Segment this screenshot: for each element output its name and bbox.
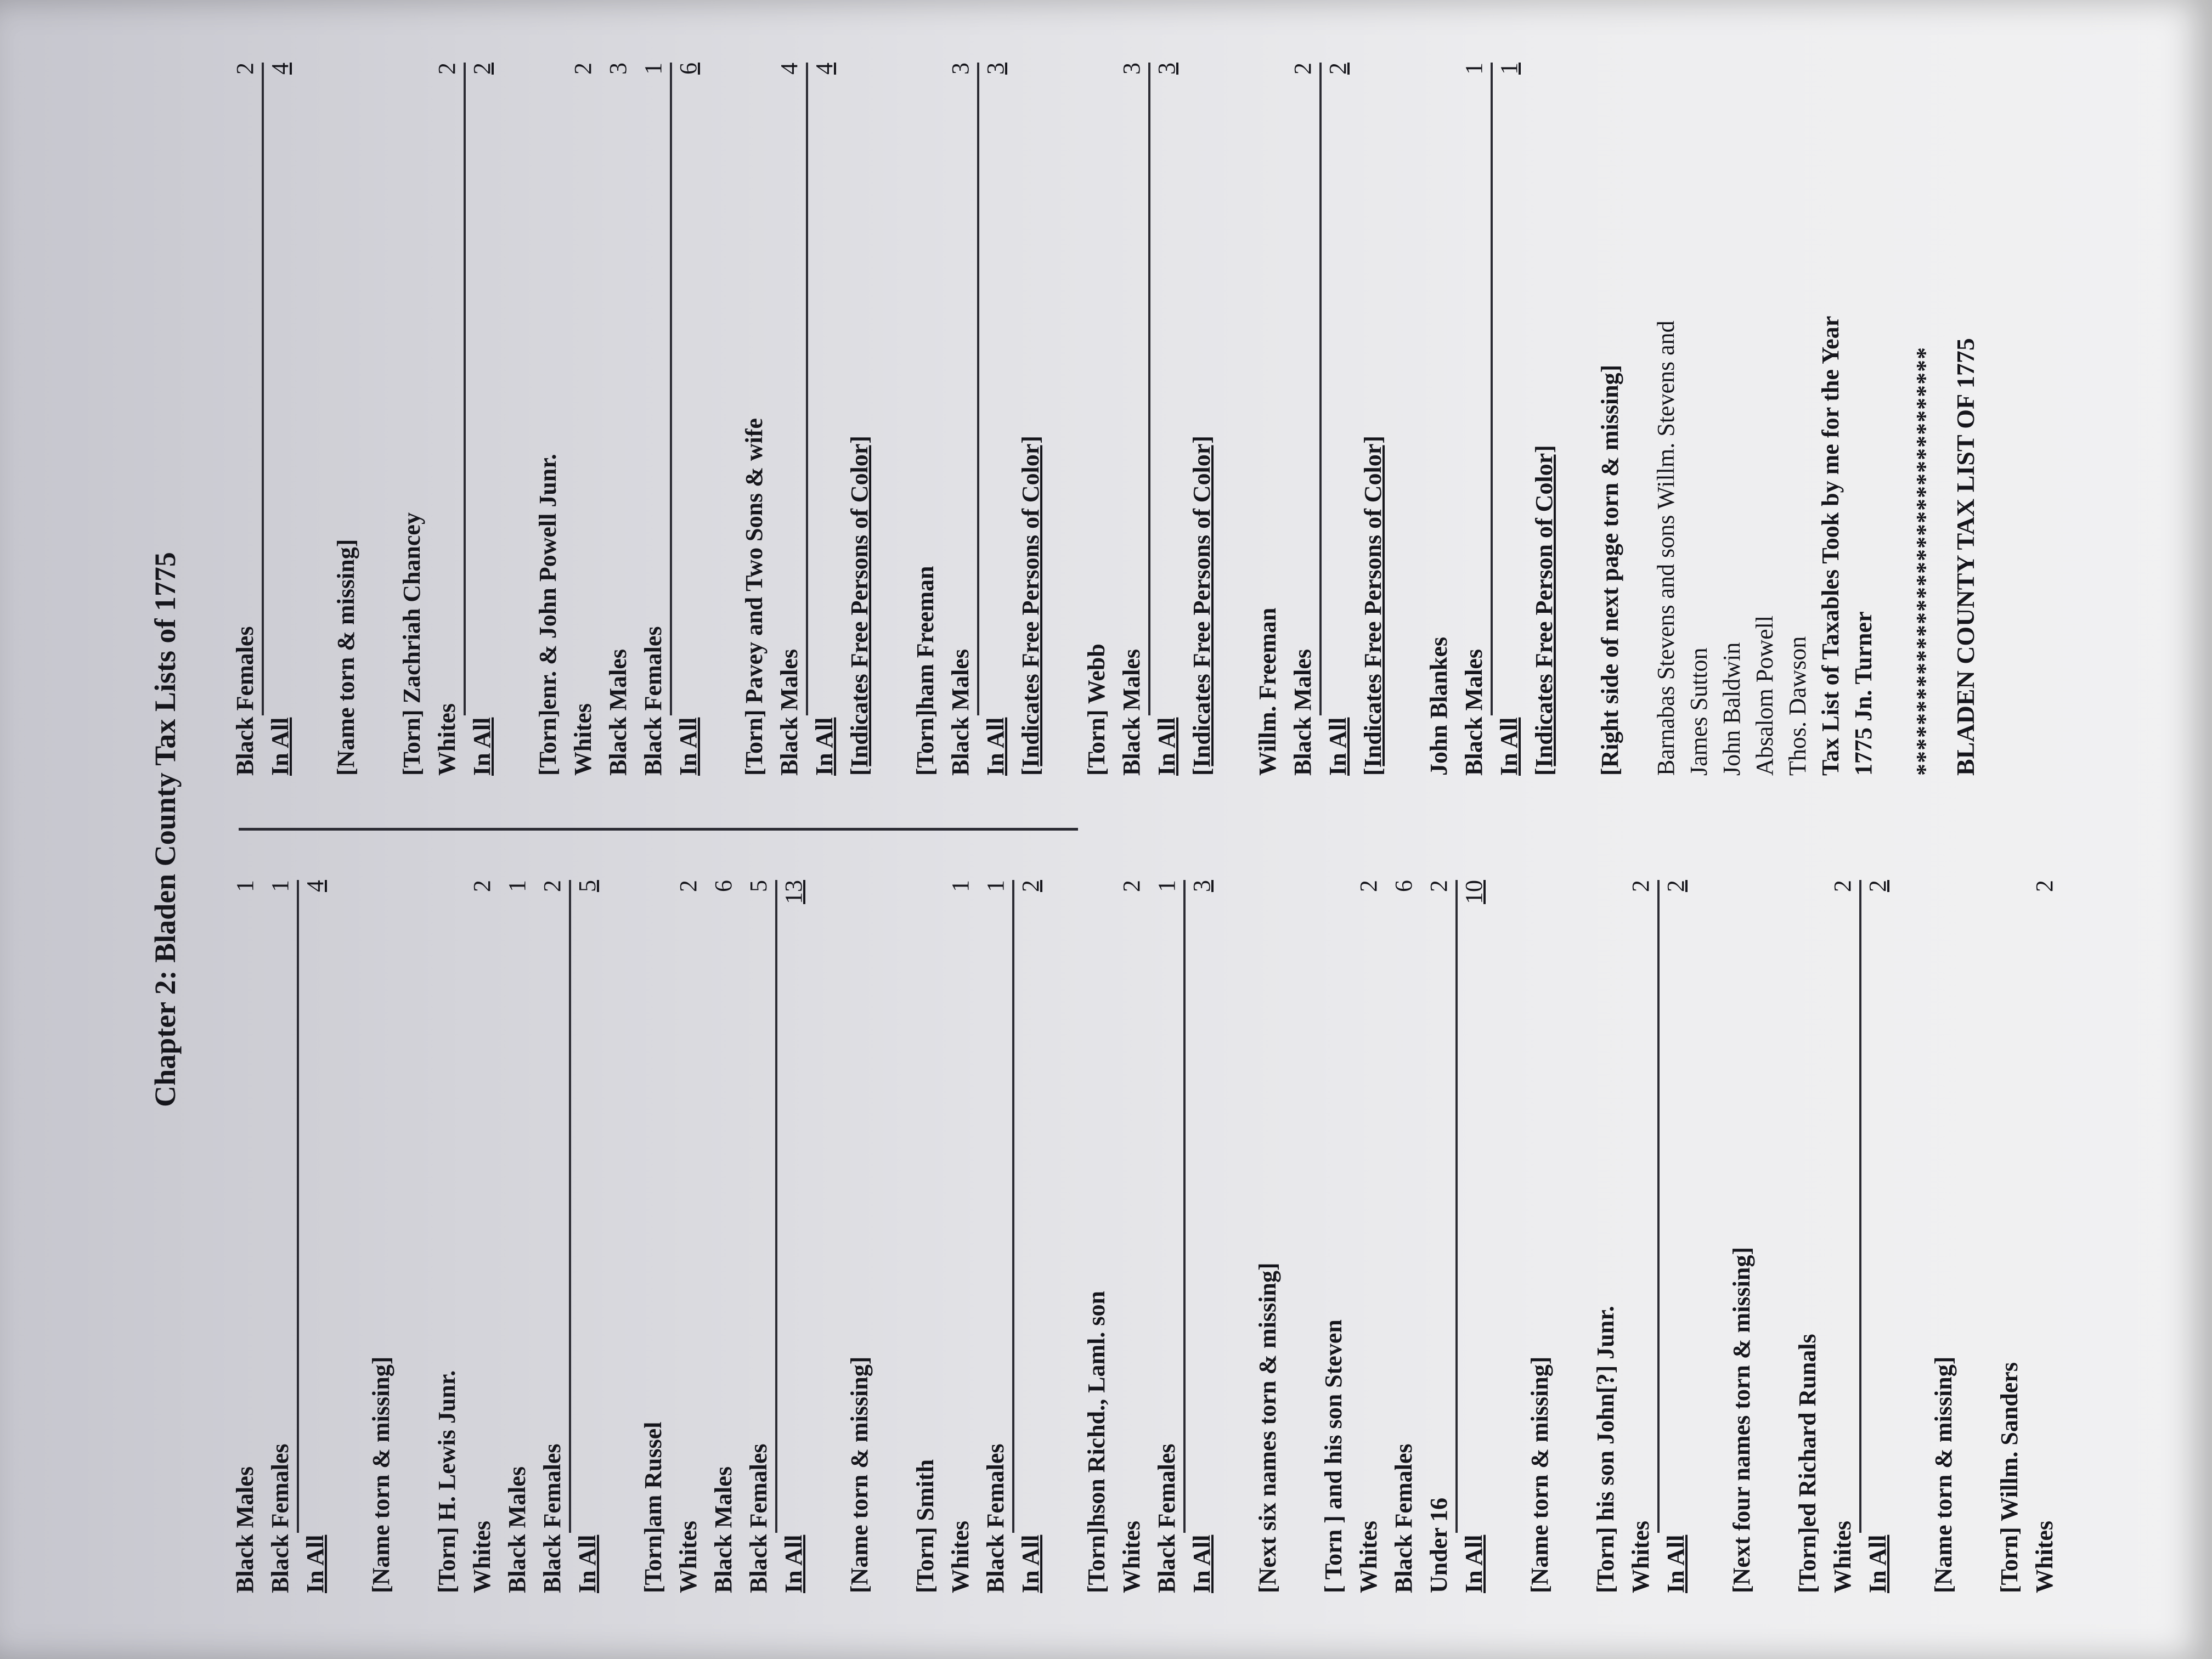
tally-label: Black Females [640,626,667,776]
tally-label: Black Females [1153,1443,1180,1593]
tally-label: Whites [947,1521,974,1593]
tally-count: 2 [2031,880,2058,892]
entry-name: [Torn]ham Freeman [912,566,939,776]
tally-label: Whites [675,1521,702,1593]
tally-row [263,880,298,1593]
tally-row [978,880,1013,1593]
column-divider [239,828,1078,831]
total-row [1457,880,1492,1593]
total-rule [1657,880,1660,1533]
entry-name: [Name torn & missing] [846,1356,873,1593]
tally-row [636,63,671,776]
total-row [465,63,500,776]
total-row [1321,63,1356,776]
tally-label: In All [1460,1534,1487,1593]
entry-name: John Blankes [1425,636,1452,776]
tally-count: 2 [1289,63,1316,75]
tally-count: 2 [1118,880,1145,892]
name-line: Barnabas Stevens and sons Willm. Stevens and [1652,320,1679,776]
names-list [1650,63,1814,776]
tax-entry [329,63,364,776]
tally-row [1351,880,1386,1593]
tally-row [943,63,978,776]
name-line: John Baldwin [1718,642,1745,776]
tally-row [706,880,741,1593]
tally-label: In All [574,1534,601,1593]
tally-row [601,63,636,776]
total-row [807,63,842,776]
free-persons-note: [Indicates Free Persons of Color] [1017,436,1044,776]
tax-entry [1250,880,1285,1593]
tally-label: Black Males [605,649,631,776]
entry-name: [Next four names torn & missing] [1728,1246,1755,1593]
tally-count: 4 [267,63,294,75]
tally-label: Under 16 [1425,1498,1452,1593]
tally-label: In All [982,717,1009,776]
entry-name: [Torn]enr. & John Powell Junr. [534,454,561,776]
tally-count: 6 [1390,880,1417,892]
tally-count: 3 [982,63,1009,75]
total-row [1492,63,1527,776]
tally-count: 2 [1829,880,1856,892]
torn-note: [Right side of next page torn & missing] [1596,364,1623,776]
tally-row [1386,880,1421,1593]
tally-row [1114,880,1149,1593]
tally-count: 2 [469,63,495,75]
tally-count: 2 [1425,880,1452,892]
tally-row [566,63,601,776]
tally-count: 1 [267,880,294,892]
tally-row [535,880,570,1593]
entry-name: [Name torn & missing] [1930,1356,1957,1593]
tally-count: 1 [947,880,974,892]
tally-row [465,880,500,1593]
total-rule [1319,63,1322,715]
tally-count: 2 [1627,880,1654,892]
tax-entry [1522,880,1558,1593]
entry-name: [Torn]am Russel [640,1421,667,1593]
tally-count: 2 [1355,880,1382,892]
tally-label: Black Males [232,1466,258,1593]
tally-count: 2 [232,63,258,75]
tally-count: 1 [982,880,1009,892]
tax-entry [908,880,1048,1593]
tax-entry [228,63,298,776]
tally-label: Black Males [1289,649,1316,776]
total-rule [569,880,571,1533]
tax-entry [636,880,811,1593]
tally-label: In All [675,717,702,776]
total-row [1184,880,1220,1593]
tally-label: Black Males [947,649,974,776]
tax-entry [1316,880,1492,1593]
tax-entry [908,63,1048,776]
tally-row [943,880,978,1593]
tax-entry [531,63,706,776]
entry-name: [Torn] Webb [1083,644,1110,776]
right-column [228,63,2014,776]
tally-count: 2 [675,880,702,892]
tax-entry [1588,880,1694,1593]
tally-label: In All [267,717,294,776]
tally-label: Whites [569,703,596,776]
total-row [298,880,333,1593]
tally-label: In All [780,1534,807,1593]
total-rule [464,63,466,715]
total-rule [1491,63,1493,715]
tally-label: In All [1017,1534,1044,1593]
tally-label: Black Females [539,1443,566,1593]
tally-label: In All [1496,717,1522,776]
tally-label: In All [1324,717,1351,776]
tally-count: 4 [302,880,329,892]
tax-entry [1421,63,1562,776]
closing-line: Tax List of Taxables Took by me for the Year [1817,315,1844,776]
tally-label: In All [1864,1534,1891,1593]
tally-count: 4 [776,63,803,75]
entry-name: [Torn] Willm. Sanders [1996,1362,2023,1593]
tally-count: 13 [780,880,807,904]
tally-row [228,880,263,1593]
tally-label: In All [1188,1534,1215,1593]
tax-entry [1724,880,1759,1593]
tally-count: 3 [1153,63,1180,75]
tally-label: Black Males [710,1466,737,1593]
tally-label: Black Males [1460,649,1487,776]
free-persons-note: [Indicates Free Person of Color] [1531,445,1558,776]
total-rule [806,63,808,715]
entry-name: [Torn] Pavey and Two Sons & wife [741,418,768,776]
tally-label: Whites [2031,1521,2058,1593]
entry-name: [Torn] Smith [912,1459,939,1593]
tally-row [1149,880,1184,1593]
tally-label: Black Males [776,649,803,776]
free-persons-note: [Indicates Free Persons of Color] [846,436,873,776]
tally-count: 2 [433,63,460,75]
chapter-header: Chapter 2: Bladen County Tax Lists of 1775 [149,552,182,1107]
total-rule [1455,880,1458,1533]
tally-label: Black Females [232,626,258,776]
tally-count: 1 [504,880,531,892]
tally-label: Whites [433,703,460,776]
end-title: BLADEN COUNTY TAX LIST OF 1775 [1951,338,1979,776]
free-persons-note: [Indicates Free Persons of Color] [1359,436,1386,776]
entry-name: [Torn] H. Lewis Junr. [433,1370,460,1593]
total-row [1658,880,1694,1593]
tally-count: 2 [469,880,495,892]
tally-count: 10 [1460,880,1487,904]
tally-count: 1 [232,880,258,892]
tally-row [500,880,535,1593]
entry-name: [Torn] Zachriah Chancey [398,512,425,776]
tally-label: Black Females [982,1443,1009,1593]
tax-entry [364,880,399,1593]
tax-entry [1250,63,1391,776]
tally-row [741,880,776,1593]
tally-count: 2 [1662,880,1689,892]
tally-count: 2 [1324,63,1351,75]
tax-entry [1992,880,2062,1593]
tax-entry [1926,880,1961,1593]
total-rule [1012,880,1014,1533]
tally-label: Whites [469,1521,495,1593]
tally-count: 2 [1864,880,1891,892]
tax-entry [394,63,500,776]
tax-entry [1790,880,1895,1593]
total-row [776,880,811,1593]
total-rule [1859,880,1861,1533]
tally-count: 1 [1153,880,1180,892]
tally-count: 3 [1118,63,1145,75]
entry-name: [Torn]ed Richard Runals [1794,1334,1821,1593]
tally-label: Whites [1118,1521,1145,1593]
name-line: Absalom Powell [1751,615,1778,776]
entry-name: [Name torn & missing] [332,539,359,776]
tax-entry [737,63,877,776]
left-column [228,880,2093,1593]
tally-label: In All [811,717,838,776]
tally-count: 2 [539,880,566,892]
tally-row [1114,63,1149,776]
tally-count: 5 [574,880,601,892]
tally-label: Black Males [1118,649,1145,776]
name-line: Thos. Dawson [1784,636,1811,776]
tally-count: 2 [569,63,596,75]
tally-label: In All [1662,1534,1689,1593]
total-row [978,63,1013,776]
tally-count: 3 [947,63,974,75]
tally-label: In All [1153,717,1180,776]
entry-name: [Name torn & missing] [1526,1356,1553,1593]
tally-row [1421,880,1457,1593]
total-row [671,63,706,776]
tally-count: 3 [1188,880,1215,892]
total-rule [670,63,672,715]
tally-row [228,63,263,776]
tally-count: 1 [1460,63,1487,75]
total-row [263,63,298,776]
tally-label: In All [469,717,495,776]
tally-count: 3 [605,63,631,75]
tally-row [2027,880,2062,1593]
closing-line: 1775 Jn. Turner [1850,611,1877,776]
tally-label: Black Females [745,1443,772,1593]
tally-count: 6 [675,63,702,75]
entry-name: [Name torn & missing] [368,1356,394,1593]
tax-entry [228,880,333,1593]
tally-row [1623,880,1658,1593]
entry-name: [ Torn ] and his son Steven [1320,1319,1347,1593]
tally-count: 2 [1017,880,1044,892]
total-row [570,880,605,1593]
tax-entry [842,880,877,1593]
name-line: James Sutton [1685,647,1712,776]
tally-label: Black Females [1390,1443,1417,1593]
tally-label: Whites [1829,1521,1856,1593]
total-rule [775,880,777,1533]
tally-row [671,880,706,1593]
total-row [1860,880,1895,1593]
entry-name: [Torn] his son John[?] Junr. [1592,1306,1619,1593]
tally-label: In All [302,1534,329,1593]
tally-label: Black Females [267,1443,294,1593]
stars-divider: ********************************** [1911,347,1938,776]
tally-count: 5 [745,880,772,892]
total-row [1013,880,1048,1593]
tax-entry [430,880,605,1593]
total-rule [1183,880,1186,1533]
tally-count: 6 [710,880,737,892]
tally-count: 1 [1496,63,1522,75]
tally-row [1285,63,1321,776]
tally-row [430,63,465,776]
total-rule [297,880,299,1533]
tally-count: 1 [640,63,667,75]
entry-name: Willm. Freeman [1254,607,1281,776]
total-rule [262,63,264,715]
free-persons-note: [Indicates Free Persons of Color] [1188,436,1215,776]
entry-name: [Torn]hson Richd., Laml. son [1083,1291,1110,1593]
tally-row [1825,880,1860,1593]
tally-row [772,63,807,776]
tally-count: 4 [811,63,838,75]
total-rule [1148,63,1150,715]
tally-label: Whites [1355,1521,1382,1593]
entry-name: [Next six names torn & missing] [1254,1262,1281,1593]
tally-label: Whites [1627,1521,1654,1593]
tax-entry [1079,63,1220,776]
total-row [1149,63,1184,776]
tally-row [1457,63,1492,776]
page-tail [1593,63,1983,776]
tally-label: Black Males [504,1466,531,1593]
total-rule [977,63,979,715]
tax-entry [1079,880,1220,1593]
